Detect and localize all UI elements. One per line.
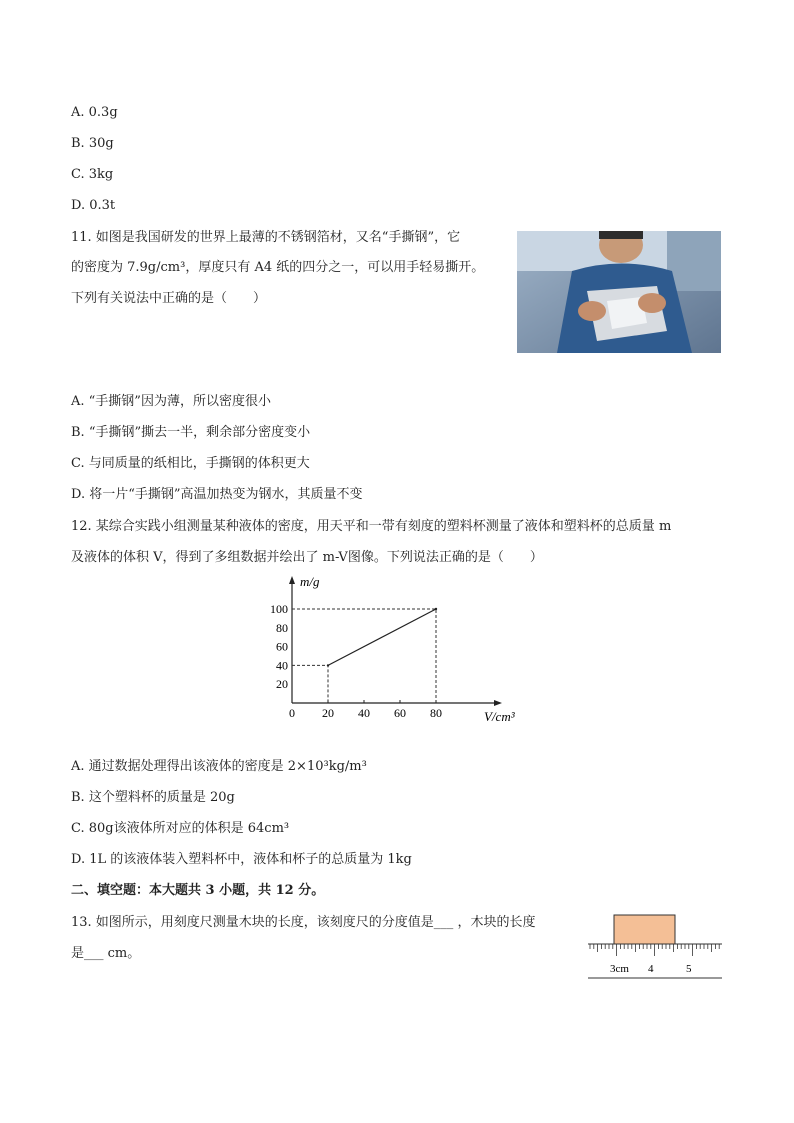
q11-option-c: C. 与同质量的纸相比，手撕钢的体积更大 <box>71 456 310 471</box>
q10-option-b: B. 30g <box>71 136 114 151</box>
x-axis-arrow <box>494 700 502 706</box>
mass-volume-chart <box>262 572 542 732</box>
data-point-0-1 <box>435 608 437 610</box>
ruler-scale <box>588 944 722 956</box>
q12-stem-line-1: 12. 某综合实践小组测量某种液体的密度，用天平和一带有刻度的塑料杯测量了液体和塑料杯的总质量 m <box>71 519 672 534</box>
series-line-0 <box>328 609 436 665</box>
y-tick-label-100: 100 <box>270 602 288 616</box>
q11-stem-line-2: 的密度为 7.9g/cm³，厚度只有 A4 纸的四分之一，可以用手轻易撕开。 <box>71 260 485 275</box>
steel-foil-photo <box>517 231 721 353</box>
ruler-figure <box>588 912 724 982</box>
y-tick-label-80: 80 <box>276 620 288 635</box>
y-axis-label: m/g <box>300 574 320 589</box>
q11-option-a: A. “手撕钢”因为薄，所以密度很小 <box>71 394 271 409</box>
x-tick-label-40: 40 <box>358 706 370 720</box>
guide-line-1 <box>292 609 436 703</box>
guide-line-0 <box>292 665 328 703</box>
q10-option-a: A. 0.3g <box>71 105 118 120</box>
y-axis-arrow <box>289 576 295 584</box>
q11-option-b: B. “手撕钢”撕去一半，剩余部分密度变小 <box>71 425 311 440</box>
data-point-0-0 <box>327 664 329 666</box>
wooden-block <box>614 915 675 944</box>
q12-option-d: D. 1L 的该液体装入塑料杯中，液体和杯子的总质量为 1kg <box>71 852 412 867</box>
y-tick-label-20: 20 <box>276 677 288 692</box>
x-tick-label-0: 0 <box>289 706 295 720</box>
y-tick-label-40: 40 <box>276 658 288 673</box>
x-axis-label: V/cm³ <box>484 709 515 724</box>
x-tick-label-80: 80 <box>430 706 442 720</box>
ruler-label-5: 5 <box>686 963 692 975</box>
q10-option-c: C. 3kg <box>71 167 114 182</box>
ruler-label-4: 4 <box>648 963 654 975</box>
x-tick-label-60: 60 <box>394 706 406 720</box>
q12-stem-line-2: 及液体的体积 V，得到了多组数据并绘出了 m-V图像。下列说法正确的是（ ） <box>71 550 543 565</box>
q13-stem-line-2: 是___ cm。 <box>71 946 141 961</box>
q12-option-c: C. 80g该液体所对应的体积是 64cm³ <box>71 821 290 836</box>
x-tick-label-20: 20 <box>322 706 334 720</box>
q11-stem-line-1: 11. 如图是我国研发的世界上最薄的不锈钢箔材，又名“手撕钢”，它 <box>71 230 461 245</box>
q13-stem-line-1: 13. 如图所示，用刻度尺测量木块的长度，该刻度尺的分度值是___ ，木块的长度 <box>71 915 536 930</box>
q11-stem-line-3: 下列有关说法中正确的是（ ） <box>71 291 267 306</box>
ruler-label-3cm: 3cm <box>610 963 629 975</box>
q10-option-d: D. 0.3t <box>71 198 116 213</box>
q11-option-d: D. 将一片“手撕钢”高温加热变为钢水，其质量不变 <box>71 487 363 502</box>
section-title: 二、填空题：本大题共 3 小题，共 12 分。 <box>71 883 325 898</box>
q12-option-a: A. 通过数据处理得出该液体的密度是 2×10³kg/m³ <box>71 759 367 774</box>
y-tick-label-60: 60 <box>276 639 288 654</box>
q12-option-b: B. 这个塑料杯的质量是 20g <box>71 790 235 805</box>
